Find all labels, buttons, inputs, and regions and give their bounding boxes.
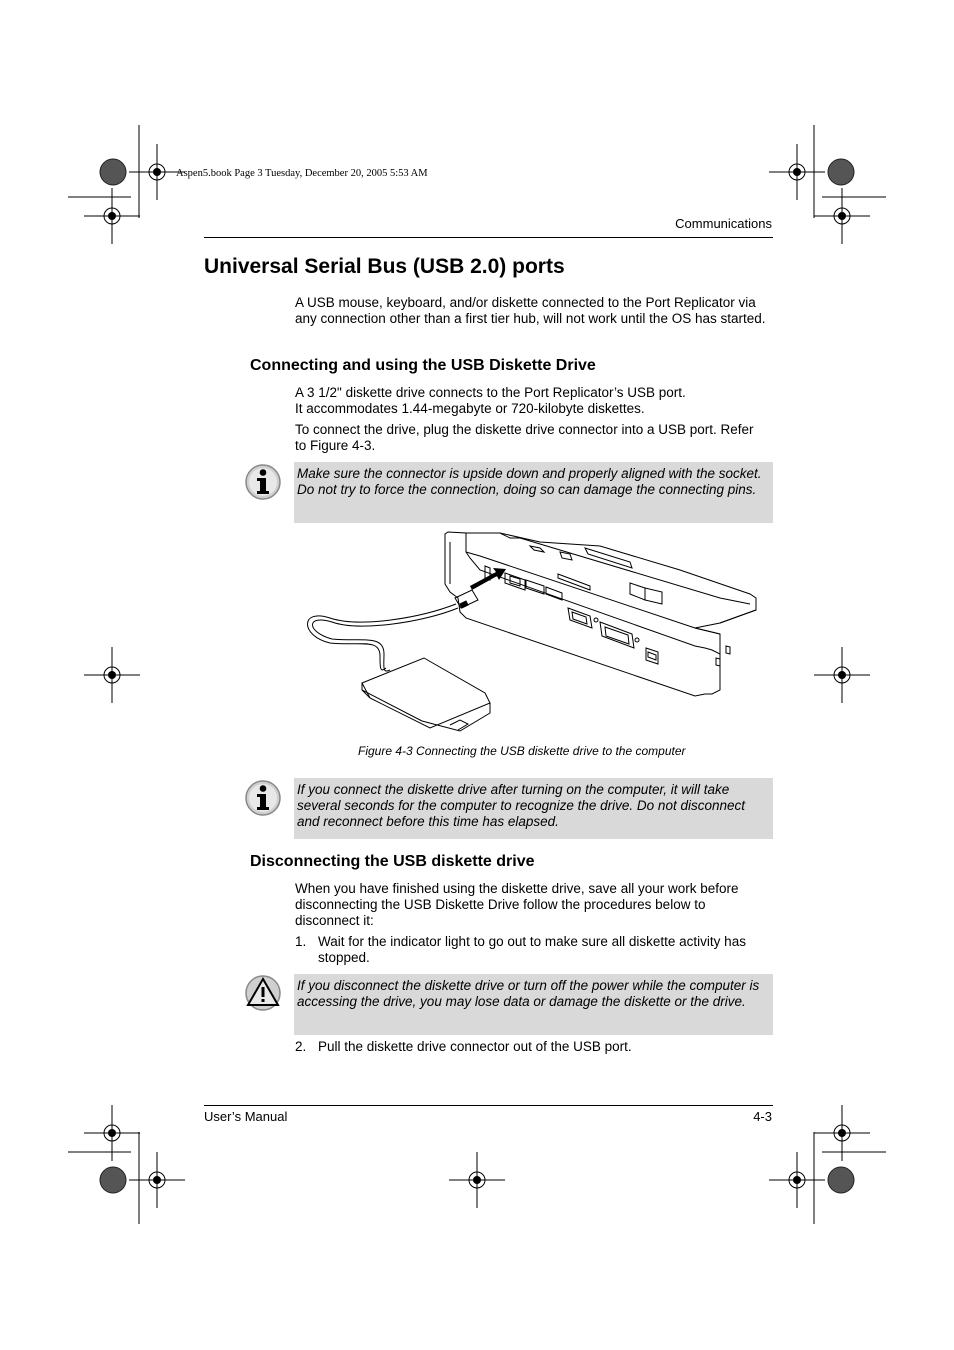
caution-icon xyxy=(244,974,282,1012)
caution-box xyxy=(294,974,773,1035)
note-text-recognize: If you connect the diskette drive after turning on the computer, it will take several seconds for the computer to recognize the drive. Do not disconnect and reconnect before this time has elapsed. xyxy=(297,782,745,829)
section-heading-connecting: Connecting and using the USB Diskette Drive xyxy=(250,357,596,374)
section1-paragraph2 xyxy=(295,422,765,454)
page-title: Universal Serial Bus (USB 2.0) ports xyxy=(204,255,565,278)
note-box-connector xyxy=(294,462,773,523)
note-box-recognize xyxy=(294,778,773,839)
step1-number: 1. xyxy=(295,934,307,949)
section1-para1-line2: It accommodates 1.44-megabyte or 720-kilobyte diskettes. xyxy=(295,401,645,416)
print-info: Aspen5.book Page 3 Tuesday, December 20, 2005 5:53 AM xyxy=(176,168,428,179)
caution-text: If you disconnect the diskette drive or turn off the power while the computer is accessing the drive, you may lose data or damage the diskette or the drive. xyxy=(297,978,760,1009)
section2-paragraph xyxy=(295,881,773,929)
intro-text: A USB mouse, keyboard, and/or diskette connected to the Port Replicator via any connection other than a first tier hub, will not work until the OS has started. xyxy=(295,295,766,326)
intro-paragraph xyxy=(295,295,773,327)
running-header: Communications xyxy=(675,216,772,231)
step2-number: 2. xyxy=(295,1039,307,1054)
section1-paragraph1 xyxy=(295,385,773,417)
page-number: 4-3 xyxy=(753,1109,772,1124)
section1-para1-line1: A 3 1/2" diskette drive connects to the Port Replicator’s USB port. xyxy=(295,385,686,400)
section2-para-text: When you have finished using the diskette drive, save all your work before disconnecting the USB Diskette Drive follow the procedures below to disconnect it: xyxy=(295,881,739,928)
note-text-connector: Make sure the connector is upside down and properly aligned with the socket. Do not try to force the connection, doing so can damage the connecting pins. xyxy=(297,466,762,497)
footer-rule xyxy=(204,1105,773,1106)
info-icon xyxy=(244,463,282,501)
info-icon xyxy=(244,779,282,817)
step2-text: Pull the diskette drive connector out of the USB port. xyxy=(318,1039,632,1054)
footer-manual-title: User’s Manual xyxy=(204,1109,288,1124)
header-rule xyxy=(204,237,773,238)
usb-diskette-figure xyxy=(300,528,760,740)
section1-para2-text: To connect the drive, plug the diskette drive connector into a USB port. Refer to Figure 4-3. xyxy=(295,422,754,453)
section-heading-disconnecting: Disconnecting the USB diskette drive xyxy=(250,853,535,870)
figure-caption: Figure 4-3 Connecting the USB diskette drive to the computer xyxy=(358,744,686,758)
step1-text: Wait for the indicator light to go out to make sure all diskette activity has stopped. xyxy=(318,934,746,965)
